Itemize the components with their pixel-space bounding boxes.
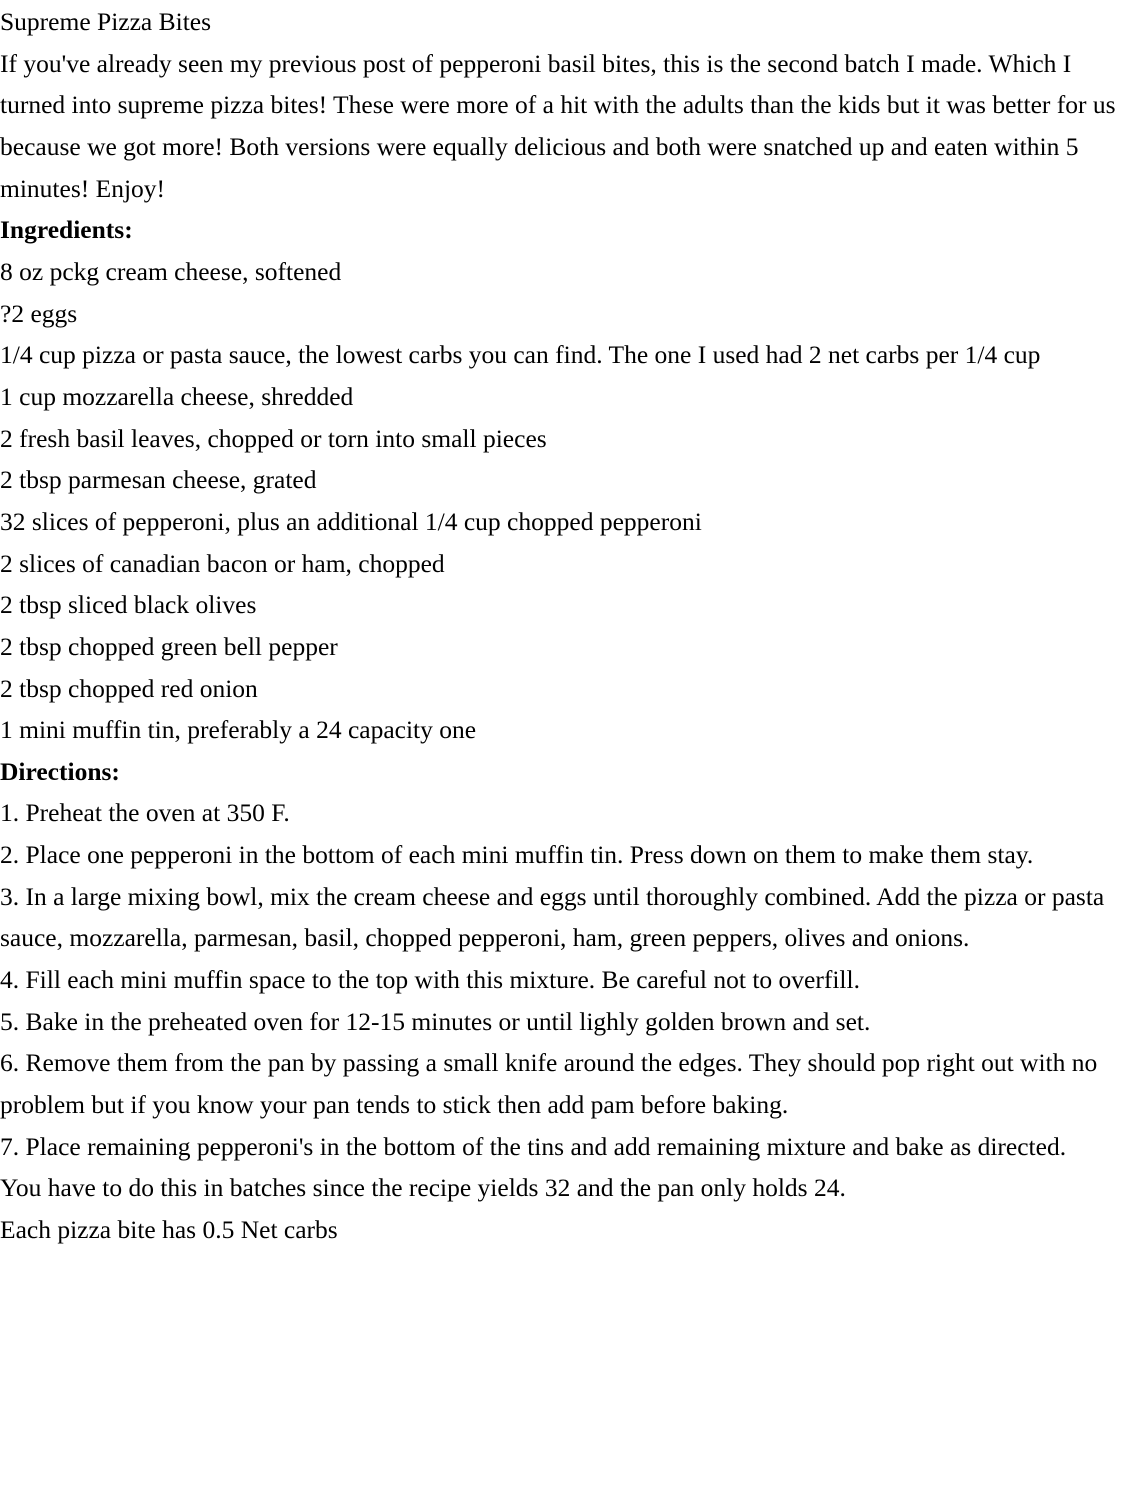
batch-note: You have to do this in batches since the recipe yields 32 and the pan only holds 24. [0, 1173, 846, 1203]
direction-step: 2. Place one pepperoni in the bottom of each mini muffin tin. Press down on them to make them stay. [0, 840, 1034, 870]
carb-note: Each pizza bite has 0.5 Net carbs [0, 1215, 338, 1245]
direction-step: 6. Remove them from the pan by passing a small knife around the edges. They should pop right out with no problem but if you know your pan tends to stick then add pam before baking. [0, 1048, 1098, 1120]
direction-step: 5. Bake in the preheated oven for 12-15 minutes or until lighly golden brown and set. [0, 1006, 871, 1036]
ingredients-list [0, 251, 1123, 751]
directions-heading: Directions: [0, 756, 120, 786]
direction-step: 7. Place remaining pepperoni's in the bottom of the tins and add remaining mixture and bake as directed. [0, 1131, 1067, 1161]
ingredient-item: 1 cup mozzarella cheese, shredded [0, 381, 354, 411]
ingredient-item: 2 tbsp parmesan cheese, grated [0, 465, 317, 495]
ingredient-item: ?2 eggs [0, 298, 78, 328]
ingredient-item: 8 oz pckg cream cheese, softened [0, 256, 342, 286]
ingredient-item: 2 slices of canadian bacon or ham, chopped [0, 548, 445, 578]
direction-step: 4. Fill each mini muffin space to the top with this mixture. Be careful not to overfill. [0, 965, 860, 995]
direction-step: 3. In a large mixing bowl, mix the cream cheese and eggs until thoroughly combined. Add the pizza or pasta sauce, mozzarella, parmesan, basil, chopped pepperoni, ham, green peppers, olives and onions. [0, 881, 1105, 953]
ingredient-item: 2 tbsp chopped red onion [0, 673, 258, 703]
directions-list [0, 792, 1123, 1167]
ingredients-heading: Ingredients: [0, 215, 133, 245]
ingredient-item: 2 tbsp chopped green bell pepper [0, 631, 338, 661]
ingredient-item: 2 fresh basil leaves, chopped or torn into small pieces [0, 423, 547, 453]
direction-step: 1. Preheat the oven at 350 F. [0, 798, 290, 828]
recipe-document [0, 1, 1123, 1251]
ingredient-item: 1 mini muffin tin, preferably a 24 capacity one [0, 715, 477, 745]
recipe-title: Supreme Pizza Bites [0, 7, 212, 36]
recipe-intro: If you've already seen my previous post of pepperoni basil bites, this is the second batch I made. Which I turned into supreme pizza bites! These were more of a hit with the adults than the kids but it was better for us because we got more! Both versions were equally delicious and both were snatched up and eaten within 5 minutes! Enjoy! [0, 48, 1116, 203]
ingredient-item: 1/4 cup pizza or pasta sauce, the lowest carbs you can find. The one I used had 2 net carbs per 1/4 cup [0, 340, 1041, 370]
ingredient-item: 2 tbsp sliced black olives [0, 590, 257, 620]
ingredient-item: 32 slices of pepperoni, plus an additional 1/4 cup chopped pepperoni [0, 506, 702, 536]
